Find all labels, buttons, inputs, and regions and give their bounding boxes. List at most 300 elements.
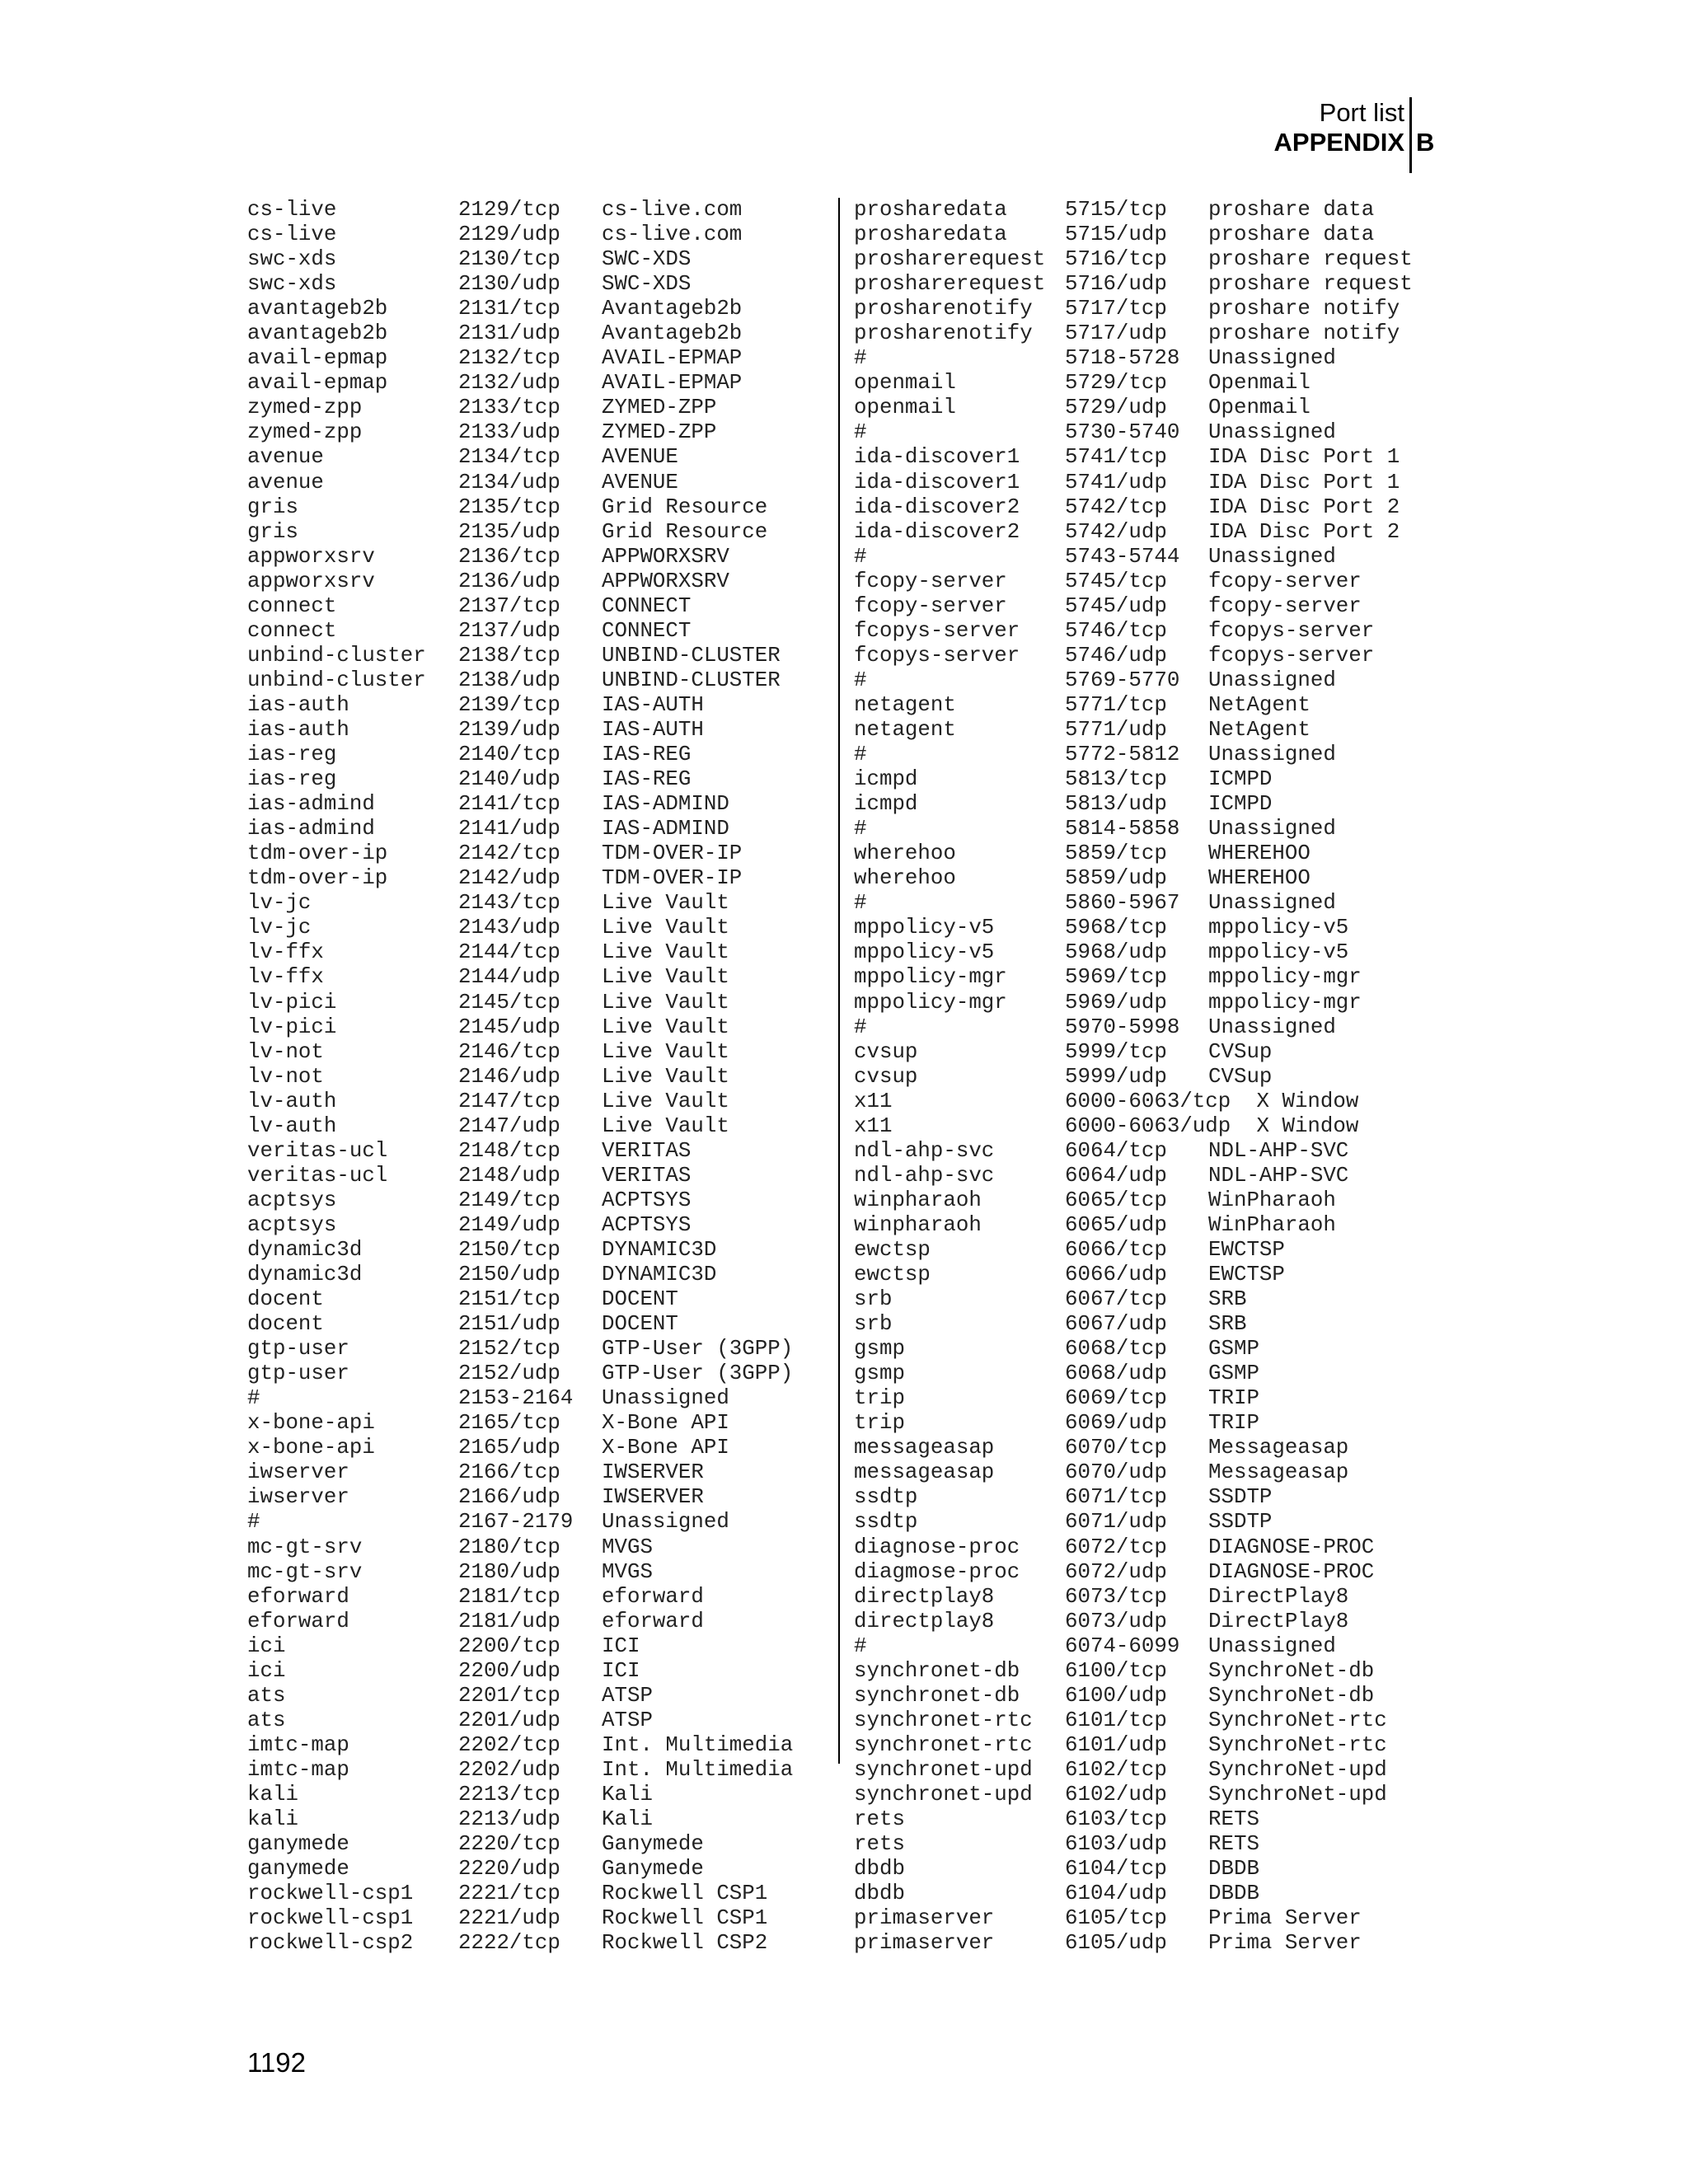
- table-row: [247, 495, 841, 520]
- port-protocol: 2180/udp: [458, 1559, 560, 1584]
- service-description: DBDB: [1208, 1882, 1259, 1906]
- service-name: x11: [854, 1089, 893, 1113]
- port-protocol: 2142/tcp: [458, 841, 560, 866]
- port-protocol: 6068/udp: [1065, 1361, 1167, 1386]
- port-protocol: 6105/tcp: [1065, 1906, 1167, 1931]
- service-description: WinPharaoh: [1208, 1188, 1336, 1212]
- port-protocol: 2181/udp: [458, 1609, 560, 1633]
- port-protocol: 5718-5728: [1065, 346, 1180, 371]
- service-description: UNBIND-CLUSTER: [602, 668, 781, 692]
- table-row: [247, 272, 841, 297]
- service-description: IAS-REG: [602, 767, 692, 792]
- service-description: DirectPlay8: [1208, 1584, 1349, 1609]
- table-row: [854, 1535, 1447, 1560]
- table-row: [247, 1263, 841, 1287]
- service-description: ICMPD: [1208, 792, 1273, 817]
- service-description: Ganymede: [602, 1832, 704, 1857]
- table-row: [247, 1139, 841, 1164]
- port-protocol: 5741/udp: [1065, 470, 1167, 494]
- table-row: [247, 1585, 841, 1610]
- service-name: prosharedata: [854, 198, 1007, 222]
- service-name: #: [854, 891, 867, 916]
- port-protocol: 6074-6099: [1065, 1633, 1180, 1658]
- port-protocol: 2130/tcp: [458, 247, 560, 272]
- table-row: [247, 644, 841, 668]
- service-name: mppolicy-v5: [854, 940, 995, 965]
- service-description: Live Vault: [602, 940, 729, 965]
- port-protocol: 5772-5812: [1065, 743, 1180, 767]
- service-description: Unassigned: [602, 1386, 729, 1411]
- service-description: ICMPD: [1208, 767, 1273, 792]
- port-protocol: 2150/tcp: [458, 1237, 560, 1262]
- table-row: [247, 1436, 841, 1460]
- service-name: swc-xds: [247, 272, 337, 297]
- service-name: lv-not: [247, 1064, 324, 1089]
- port-protocol: 2181/tcp: [458, 1584, 560, 1609]
- header-appendix-letter: B: [1416, 128, 1435, 157]
- port-protocol: 5769-5770: [1065, 668, 1180, 692]
- service-name: unbind-cluster: [247, 643, 426, 668]
- service-description: SWC-XDS: [602, 272, 692, 297]
- port-protocol: 2220/tcp: [458, 1832, 560, 1857]
- port-protocol: 5729/udp: [1065, 396, 1167, 420]
- service-name: ssdtp: [854, 1485, 918, 1510]
- service-name: avail-epmap: [247, 371, 388, 396]
- table-row: [247, 1287, 841, 1312]
- table-row: [854, 841, 1447, 866]
- port-protocol: 2166/tcp: [458, 1460, 560, 1485]
- port-protocol: 5999/udp: [1065, 1064, 1167, 1089]
- service-name: #: [854, 1633, 867, 1658]
- table-row: [247, 1164, 841, 1188]
- table-row: [247, 1733, 841, 1758]
- port-protocol: 5743-5744: [1065, 544, 1180, 569]
- service-description: Int. Multimedia: [602, 1732, 794, 1757]
- port-protocol: 6104/udp: [1065, 1882, 1167, 1906]
- service-description: RETS: [1208, 1807, 1259, 1832]
- service-name: gtp-user: [247, 1337, 349, 1361]
- table-row: [854, 1460, 1447, 1485]
- table-row: [854, 495, 1447, 520]
- service-description: DOCENT: [602, 1287, 678, 1312]
- service-name: primaserver: [854, 1906, 995, 1931]
- service-name: ida-discover2: [854, 519, 1020, 544]
- service-description: Unassigned: [1208, 668, 1336, 692]
- service-name: mppolicy-v5: [854, 916, 995, 940]
- service-name: netagent: [854, 692, 956, 717]
- service-description: IAS-ADMIND: [602, 792, 729, 817]
- port-protocol: 2135/udp: [458, 519, 560, 544]
- service-description: IAS-REG: [602, 743, 692, 767]
- service-name: #: [854, 817, 867, 841]
- table-row: [854, 1436, 1447, 1460]
- table-row: [247, 346, 841, 371]
- column-divider: [838, 198, 840, 1764]
- table-row: [854, 1263, 1447, 1287]
- table-row: [854, 1040, 1447, 1065]
- port-protocol: 2201/tcp: [458, 1683, 560, 1708]
- table-row: [247, 743, 841, 767]
- table-row: [854, 1188, 1447, 1213]
- table-row: [247, 1832, 841, 1857]
- table-row: [854, 668, 1447, 693]
- table-row: [247, 1906, 841, 1931]
- service-description: IDA Disc Port 2: [1208, 519, 1400, 544]
- table-row: [247, 1535, 841, 1560]
- table-row: [854, 1312, 1447, 1337]
- table-row: [854, 1708, 1447, 1733]
- table-row: [247, 991, 841, 1015]
- table-row: [854, 1485, 1447, 1510]
- port-protocol: 2149/tcp: [458, 1188, 560, 1212]
- port-protocol: 2145/udp: [458, 1015, 560, 1039]
- service-description: DIAGNOSE-PROC: [1208, 1559, 1375, 1584]
- port-protocol: 2143/tcp: [458, 891, 560, 916]
- table-row: [854, 1610, 1447, 1634]
- table-row: [247, 841, 841, 866]
- service-description: Avantageb2b: [602, 321, 743, 346]
- port-protocol: 5730-5740: [1065, 420, 1180, 445]
- port-protocol: 6105/udp: [1065, 1931, 1167, 1956]
- service-description: eforward: [602, 1584, 704, 1609]
- port-protocol: 6066/udp: [1065, 1263, 1167, 1287]
- service-name: ici: [247, 1658, 286, 1683]
- service-description: Rockwell CSP1: [602, 1882, 768, 1906]
- table-row: [247, 545, 841, 569]
- service-description: proshare data: [1208, 198, 1375, 222]
- port-protocol: 2167-2179: [458, 1510, 574, 1535]
- service-name: #: [854, 668, 867, 692]
- table-row: [854, 297, 1447, 321]
- table-row: [247, 198, 841, 223]
- port-protocol: 2147/udp: [458, 1113, 560, 1138]
- port-protocol: 2220/udp: [458, 1857, 560, 1882]
- table-row: [247, 1807, 841, 1832]
- port-protocol: 6102/udp: [1065, 1783, 1167, 1807]
- table-row: [247, 1758, 841, 1783]
- port-protocol: 5729/tcp: [1065, 371, 1167, 396]
- table-row: [854, 594, 1447, 619]
- service-description: ATSP: [602, 1708, 653, 1732]
- table-row: [247, 1783, 841, 1807]
- table-row: [854, 792, 1447, 817]
- port-protocol: 2221/tcp: [458, 1882, 560, 1906]
- service-description: GSMP: [1208, 1337, 1259, 1361]
- table-row: [854, 1361, 1447, 1386]
- port-protocol: 6070/udp: [1065, 1460, 1167, 1485]
- table-row: [854, 718, 1447, 743]
- table-row: [854, 272, 1447, 297]
- service-description: WHEREHOO: [1208, 841, 1311, 866]
- service-name: mppolicy-mgr: [854, 965, 1007, 990]
- service-description: Messageasap: [1208, 1436, 1349, 1460]
- service-description: NetAgent: [1208, 717, 1311, 742]
- port-protocol: 2140/udp: [458, 767, 560, 792]
- service-description: Avantageb2b: [602, 297, 743, 321]
- port-protocol: 6067/udp: [1065, 1312, 1167, 1337]
- port-protocol: 2213/udp: [458, 1807, 560, 1832]
- service-name: acptsys: [247, 1188, 337, 1212]
- port-protocol: 5746/udp: [1065, 643, 1167, 668]
- table-row: [247, 1460, 841, 1485]
- service-description: Live Vault: [602, 990, 729, 1015]
- table-row: [247, 792, 841, 817]
- port-protocol: 2151/udp: [458, 1312, 560, 1337]
- service-name: synchronet-upd: [854, 1757, 1033, 1782]
- service-description: fcopys-server: [1208, 643, 1375, 668]
- port-protocol: 2136/udp: [458, 569, 560, 593]
- page-number: 1192: [247, 2047, 306, 2078]
- port-protocol: 6066/tcp: [1065, 1237, 1167, 1262]
- service-name: x-bone-api: [247, 1436, 375, 1460]
- service-description: X Window: [1256, 1089, 1359, 1113]
- table-row: [854, 247, 1447, 272]
- table-row: [247, 1386, 841, 1411]
- port-protocol: 2141/tcp: [458, 792, 560, 817]
- port-protocol: 5771/tcp: [1065, 692, 1167, 717]
- table-row: [854, 1585, 1447, 1610]
- service-description: Messageasap: [1208, 1460, 1349, 1485]
- service-description: SSDTP: [1208, 1510, 1273, 1535]
- service-description: Unassigned: [1208, 743, 1336, 767]
- port-protocol: 2143/udp: [458, 916, 560, 940]
- service-description: IDA Disc Port 1: [1208, 470, 1400, 494]
- table-row: [247, 916, 841, 940]
- service-description: AVENUE: [602, 470, 678, 494]
- port-protocol: 2132/udp: [458, 371, 560, 396]
- service-name: diagnose-proc: [854, 1535, 1020, 1559]
- port-protocol: 2152/tcp: [458, 1337, 560, 1361]
- port-protocol: 5742/udp: [1065, 519, 1167, 544]
- table-row: [247, 247, 841, 272]
- service-name: ias-auth: [247, 692, 349, 717]
- service-description: mppolicy-mgr: [1208, 990, 1362, 1015]
- service-name: directplay8: [854, 1609, 995, 1633]
- port-protocol: 5745/tcp: [1065, 569, 1167, 593]
- table-row: [854, 940, 1447, 965]
- port-list-left-column: [247, 198, 841, 1956]
- service-description: DBDB: [1208, 1857, 1259, 1882]
- table-row: [247, 1857, 841, 1882]
- service-description: TDM-OVER-IP: [602, 866, 743, 891]
- table-row: [854, 743, 1447, 767]
- service-description: SynchroNet-rtc: [1208, 1732, 1387, 1757]
- service-name: ats: [247, 1683, 286, 1708]
- table-row: [247, 1931, 841, 1956]
- port-protocol: 2132/tcp: [458, 346, 560, 371]
- table-row: [854, 1807, 1447, 1832]
- port-protocol: 2131/tcp: [458, 297, 560, 321]
- service-description: Rockwell CSP2: [602, 1931, 768, 1956]
- service-description: SynchroNet-db: [1208, 1658, 1375, 1683]
- service-name: cs-live: [247, 198, 337, 222]
- service-description: DYNAMIC3D: [602, 1263, 717, 1287]
- service-name: avenue: [247, 470, 324, 494]
- service-description: ICI: [602, 1658, 640, 1683]
- port-protocol: 5717/tcp: [1065, 297, 1167, 321]
- service-name: avail-epmap: [247, 346, 388, 371]
- service-name: avantageb2b: [247, 321, 388, 346]
- service-name: dynamic3d: [247, 1263, 363, 1287]
- port-protocol: 2202/tcp: [458, 1732, 560, 1757]
- service-name: trip: [854, 1386, 905, 1411]
- service-name: swc-xds: [247, 247, 337, 272]
- table-row: [854, 346, 1447, 371]
- port-protocol: 6102/tcp: [1065, 1757, 1167, 1782]
- service-name: messageasap: [854, 1460, 995, 1485]
- table-row: [854, 1238, 1447, 1263]
- port-protocol: 5968/udp: [1065, 940, 1167, 965]
- port-protocol: 5968/tcp: [1065, 916, 1167, 940]
- service-description: IDA Disc Port 1: [1208, 445, 1400, 470]
- table-row: [854, 1906, 1447, 1931]
- table-row: [854, 1139, 1447, 1164]
- service-description: proshare request: [1208, 272, 1413, 297]
- service-name: docent: [247, 1287, 324, 1312]
- table-row: [247, 1238, 841, 1263]
- port-protocol: 6067/tcp: [1065, 1287, 1167, 1312]
- table-row: [854, 1287, 1447, 1312]
- service-name: #: [854, 420, 867, 445]
- table-row: [854, 1114, 1447, 1139]
- service-name: synchronet-upd: [854, 1783, 1033, 1807]
- service-name: messageasap: [854, 1436, 995, 1460]
- service-name: zymed-zpp: [247, 396, 363, 420]
- service-name: tdm-over-ip: [247, 866, 388, 891]
- service-description: Unassigned: [1208, 544, 1336, 569]
- table-row: [247, 1610, 841, 1634]
- port-protocol: 2136/tcp: [458, 544, 560, 569]
- service-name: directplay8: [854, 1584, 995, 1609]
- service-description: MVGS: [602, 1535, 653, 1559]
- service-name: srb: [854, 1287, 893, 1312]
- table-row: [854, 1882, 1447, 1906]
- table-row: [247, 223, 841, 247]
- service-name: synchronet-rtc: [854, 1708, 1033, 1732]
- service-name: veritas-ucl: [247, 1163, 388, 1188]
- table-row: [247, 321, 841, 346]
- service-name: ganymede: [247, 1857, 349, 1882]
- port-protocol: 5715/udp: [1065, 223, 1167, 247]
- table-row: [247, 569, 841, 594]
- service-description: Prima Server: [1208, 1906, 1362, 1931]
- port-protocol: 2138/tcp: [458, 643, 560, 668]
- service-name: x-bone-api: [247, 1411, 375, 1436]
- table-row: [247, 396, 841, 420]
- service-description: WHEREHOO: [1208, 866, 1311, 891]
- table-row: [854, 1560, 1447, 1585]
- table-row: [247, 1065, 841, 1090]
- service-description: Prima Server: [1208, 1931, 1362, 1956]
- service-name: ias-auth: [247, 717, 349, 742]
- service-description: SynchroNet-upd: [1208, 1783, 1387, 1807]
- service-description: DYNAMIC3D: [602, 1237, 717, 1262]
- service-name: veritas-ucl: [247, 1138, 388, 1163]
- port-protocol: 5860-5967: [1065, 891, 1180, 916]
- port-protocol: 6103/tcp: [1065, 1807, 1167, 1832]
- port-protocol: 5813/udp: [1065, 792, 1167, 817]
- service-name: lv-jc: [247, 916, 312, 940]
- service-name: cvsup: [854, 1064, 918, 1089]
- service-name: synchronet-rtc: [854, 1732, 1033, 1757]
- port-protocol: 5859/udp: [1065, 866, 1167, 891]
- table-row: [247, 297, 841, 321]
- service-name: lv-ffx: [247, 965, 324, 990]
- table-row: [247, 1684, 841, 1708]
- service-name: unbind-cluster: [247, 668, 426, 692]
- service-name: fcopy-server: [854, 593, 1007, 618]
- port-protocol: 6068/tcp: [1065, 1337, 1167, 1361]
- service-name: #: [854, 743, 867, 767]
- table-row: [854, 1510, 1447, 1535]
- service-name: lv-pici: [247, 990, 337, 1015]
- header-title: Port list: [1319, 98, 1404, 127]
- service-description: Unassigned: [1208, 420, 1336, 445]
- service-name: ida-discover1: [854, 470, 1020, 494]
- service-description: ACPTSYS: [602, 1188, 692, 1212]
- service-name: kali: [247, 1783, 298, 1807]
- service-name: x11: [854, 1113, 893, 1138]
- table-row: [854, 321, 1447, 346]
- port-protocol: 2139/udp: [458, 717, 560, 742]
- service-name: synchronet-db: [854, 1683, 1020, 1708]
- service-description: TRIP: [1208, 1386, 1259, 1411]
- service-description: Live Vault: [602, 1113, 729, 1138]
- service-description: AVAIL-EPMAP: [602, 371, 743, 396]
- table-row: [854, 396, 1447, 420]
- service-description: NetAgent: [1208, 692, 1311, 717]
- table-row: [247, 1510, 841, 1535]
- service-description: ZYMED-ZPP: [602, 420, 717, 445]
- service-description: mppolicy-v5: [1208, 916, 1349, 940]
- service-description: Grid Resource: [602, 519, 768, 544]
- port-protocol: 6073/udp: [1065, 1609, 1167, 1633]
- service-name: ias-reg: [247, 767, 337, 792]
- table-row: [854, 619, 1447, 644]
- service-name: prosharerequest: [854, 272, 1046, 297]
- service-description: Unassigned: [1208, 346, 1336, 371]
- port-protocol: 2202/udp: [458, 1757, 560, 1782]
- port-protocol: 2222/tcp: [458, 1931, 560, 1956]
- table-row: [854, 693, 1447, 718]
- service-name: ndl-ahp-svc: [854, 1138, 995, 1163]
- table-row: [247, 619, 841, 644]
- port-protocol: 2148/tcp: [458, 1138, 560, 1163]
- service-name: imtc-map: [247, 1732, 349, 1757]
- port-protocol: 6064/tcp: [1065, 1138, 1167, 1163]
- service-name: wherehoo: [854, 841, 956, 866]
- service-description: fcopys-server: [1208, 618, 1375, 643]
- port-protocol: 2201/udp: [458, 1708, 560, 1732]
- service-name: imtc-map: [247, 1757, 349, 1782]
- port-protocol: 2142/udp: [458, 866, 560, 891]
- service-name: iwserver: [247, 1485, 349, 1510]
- service-name: ias-admind: [247, 792, 375, 817]
- table-row: [854, 1213, 1447, 1238]
- service-name: eforward: [247, 1609, 349, 1633]
- table-row: [247, 1634, 841, 1659]
- port-protocol: 6072/udp: [1065, 1559, 1167, 1584]
- service-name: avantageb2b: [247, 297, 388, 321]
- table-row: [854, 866, 1447, 891]
- table-row: [247, 965, 841, 990]
- service-description: ATSP: [602, 1683, 653, 1708]
- table-row: [247, 1659, 841, 1684]
- service-name: mc-gt-srv: [247, 1559, 363, 1584]
- service-description: Live Vault: [602, 965, 729, 990]
- service-description: NDL-AHP-SVC: [1208, 1138, 1349, 1163]
- table-row: [247, 718, 841, 743]
